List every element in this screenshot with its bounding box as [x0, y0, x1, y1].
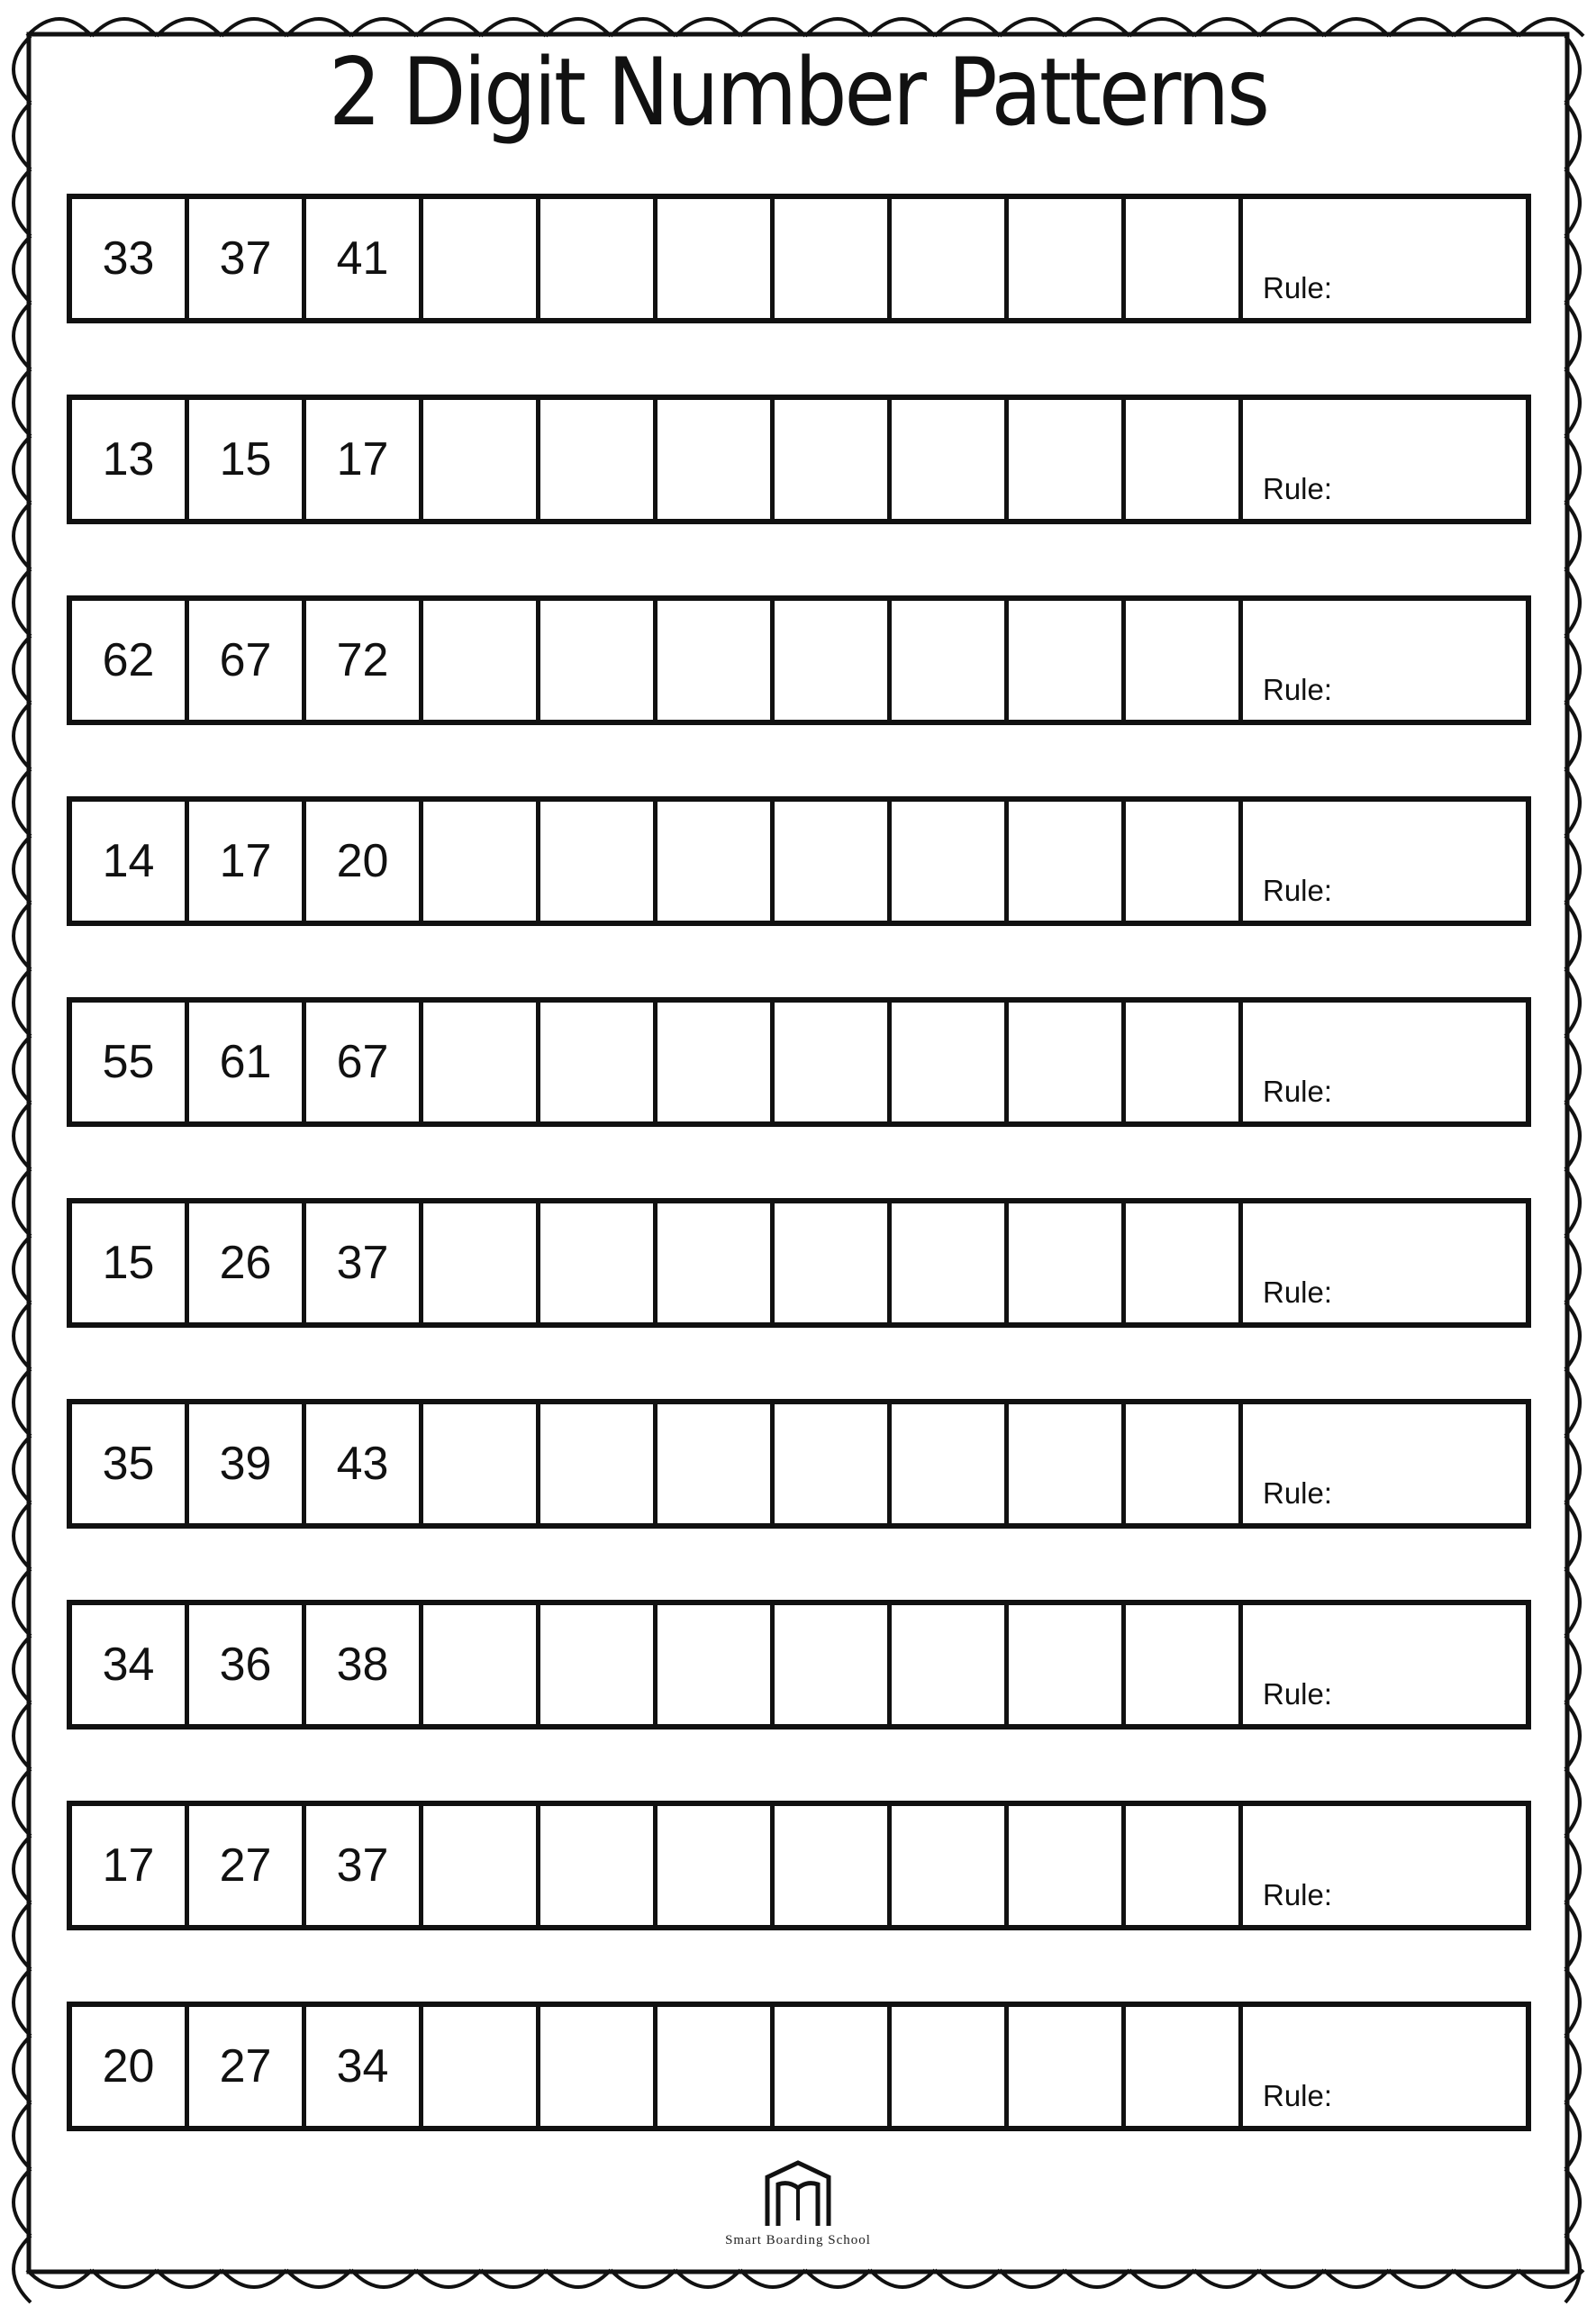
rule-label: Rule:	[1263, 673, 1333, 706]
given-number-cell: 33	[72, 199, 189, 318]
blank-answer-cell[interactable]	[657, 199, 775, 318]
rule-answer-cell[interactable]	[1243, 1203, 1526, 1322]
rule-answer-cell[interactable]	[1243, 2007, 1526, 2126]
given-number-cell: 67	[306, 1003, 423, 1121]
given-number-cell: 34	[72, 1605, 189, 1724]
blank-answer-cell[interactable]	[892, 1203, 1009, 1322]
pattern-row	[67, 2002, 1531, 2131]
pattern-row	[67, 395, 1531, 524]
blank-answer-cell[interactable]	[657, 1203, 775, 1322]
rule-answer-cell[interactable]	[1243, 199, 1526, 318]
book-house-icon	[760, 2157, 836, 2229]
footer	[0, 2157, 1596, 2248]
blank-answer-cell[interactable]	[892, 400, 1009, 519]
pattern-row	[67, 796, 1531, 926]
pattern-row	[67, 1399, 1531, 1529]
blank-answer-cell[interactable]	[892, 802, 1009, 921]
given-number-cell: 14	[72, 802, 189, 921]
pattern-row	[67, 1600, 1531, 1730]
blank-answer-cell[interactable]	[1009, 1203, 1126, 1322]
blank-answer-cell[interactable]	[1126, 199, 1243, 318]
given-number-cell: 13	[72, 400, 189, 519]
blank-answer-cell[interactable]	[892, 2007, 1009, 2126]
blank-answer-cell[interactable]	[775, 601, 892, 720]
rule-answer-cell[interactable]	[1243, 1806, 1526, 1925]
blank-answer-cell[interactable]	[423, 1806, 540, 1925]
pattern-row	[67, 595, 1531, 725]
pattern-row	[67, 194, 1531, 323]
rule-label: Rule:	[1263, 1476, 1333, 1510]
blank-answer-cell[interactable]	[657, 1003, 775, 1121]
given-number-cell: 72	[306, 601, 423, 720]
rule-label: Rule:	[1263, 271, 1333, 304]
blank-answer-cell[interactable]	[657, 601, 775, 720]
blank-answer-cell[interactable]	[1009, 2007, 1126, 2126]
given-number-cell: 37	[306, 1806, 423, 1925]
blank-answer-cell[interactable]	[423, 1404, 540, 1523]
blank-answer-cell[interactable]	[423, 2007, 540, 2126]
blank-answer-cell[interactable]	[775, 1605, 892, 1724]
given-number-cell: 26	[189, 1203, 306, 1322]
blank-answer-cell[interactable]	[423, 400, 540, 519]
given-number-cell: 55	[72, 1003, 189, 1121]
blank-answer-cell[interactable]	[775, 199, 892, 318]
given-number-cell: 20	[306, 802, 423, 921]
blank-answer-cell[interactable]	[540, 802, 657, 921]
given-number-cell: 27	[189, 1806, 306, 1925]
blank-answer-cell[interactable]	[1009, 802, 1126, 921]
blank-answer-cell[interactable]	[1126, 802, 1243, 921]
blank-answer-cell[interactable]	[892, 1806, 1009, 1925]
given-number-cell: 39	[189, 1404, 306, 1523]
pattern-row	[67, 1198, 1531, 1328]
blank-answer-cell[interactable]	[1009, 400, 1126, 519]
given-number-cell: 15	[72, 1203, 189, 1322]
blank-answer-cell[interactable]	[1126, 1003, 1243, 1121]
blank-answer-cell[interactable]	[1126, 601, 1243, 720]
rule-label: Rule:	[1263, 874, 1333, 907]
rule-label: Rule:	[1263, 1677, 1333, 1711]
rule-label: Rule:	[1263, 472, 1333, 505]
blank-answer-cell[interactable]	[1126, 1203, 1243, 1322]
blank-answer-cell[interactable]	[1126, 1605, 1243, 1724]
blank-answer-cell[interactable]	[423, 1605, 540, 1724]
blank-answer-cell[interactable]	[540, 1806, 657, 1925]
pattern-rows	[67, 194, 1531, 2202]
blank-answer-cell[interactable]	[540, 1404, 657, 1523]
given-number-cell: 37	[306, 1203, 423, 1322]
blank-answer-cell[interactable]	[775, 1404, 892, 1523]
blank-answer-cell[interactable]	[540, 400, 657, 519]
rule-answer-cell[interactable]	[1243, 1003, 1526, 1121]
rule-label: Rule:	[1263, 1276, 1333, 1309]
blank-answer-cell[interactable]	[775, 1203, 892, 1322]
blank-answer-cell[interactable]	[540, 1605, 657, 1724]
blank-answer-cell[interactable]	[775, 1003, 892, 1121]
given-number-cell: 41	[306, 199, 423, 318]
rule-answer-cell[interactable]	[1243, 601, 1526, 720]
blank-answer-cell[interactable]	[423, 1003, 540, 1121]
blank-answer-cell[interactable]	[775, 2007, 892, 2126]
blank-answer-cell[interactable]	[657, 1806, 775, 1925]
given-number-cell: 38	[306, 1605, 423, 1724]
given-number-cell: 37	[189, 199, 306, 318]
given-number-cell: 61	[189, 1003, 306, 1121]
rule-answer-cell[interactable]	[1243, 802, 1526, 921]
rule-label: Rule:	[1263, 2079, 1333, 2112]
blank-answer-cell[interactable]	[657, 1404, 775, 1523]
blank-answer-cell[interactable]	[423, 601, 540, 720]
blank-answer-cell[interactable]	[892, 1404, 1009, 1523]
given-number-cell: 15	[189, 400, 306, 519]
blank-answer-cell[interactable]	[540, 601, 657, 720]
rule-answer-cell[interactable]	[1243, 1605, 1526, 1724]
blank-answer-cell[interactable]	[540, 1203, 657, 1322]
blank-answer-cell[interactable]	[892, 1003, 1009, 1121]
blank-answer-cell[interactable]	[1009, 1003, 1126, 1121]
blank-answer-cell[interactable]	[423, 199, 540, 318]
blank-answer-cell[interactable]	[1009, 1605, 1126, 1724]
pattern-row	[67, 997, 1531, 1127]
given-number-cell: 17	[306, 400, 423, 519]
blank-answer-cell[interactable]	[423, 1203, 540, 1322]
blank-answer-cell[interactable]	[892, 199, 1009, 318]
blank-answer-cell[interactable]	[657, 802, 775, 921]
blank-answer-cell[interactable]	[1009, 199, 1126, 318]
blank-answer-cell[interactable]	[423, 802, 540, 921]
blank-answer-cell[interactable]	[1126, 1404, 1243, 1523]
rule-label: Rule:	[1263, 1075, 1333, 1108]
blank-answer-cell[interactable]	[892, 601, 1009, 720]
given-number-cell: 67	[189, 601, 306, 720]
blank-answer-cell[interactable]	[657, 2007, 775, 2126]
given-number-cell: 17	[72, 1806, 189, 1925]
blank-answer-cell[interactable]	[775, 802, 892, 921]
blank-answer-cell[interactable]	[1126, 1806, 1243, 1925]
blank-answer-cell[interactable]	[1009, 1404, 1126, 1523]
blank-answer-cell[interactable]	[540, 199, 657, 318]
blank-answer-cell[interactable]	[775, 1806, 892, 1925]
given-number-cell: 35	[72, 1404, 189, 1523]
given-number-cell: 36	[189, 1605, 306, 1724]
blank-answer-cell[interactable]	[1126, 400, 1243, 519]
blank-answer-cell[interactable]	[657, 1605, 775, 1724]
blank-answer-cell[interactable]	[775, 400, 892, 519]
rule-answer-cell[interactable]	[1243, 400, 1526, 519]
blank-answer-cell[interactable]	[540, 2007, 657, 2126]
blank-answer-cell[interactable]	[1009, 601, 1126, 720]
given-number-cell: 20	[72, 2007, 189, 2126]
blank-answer-cell[interactable]	[1009, 1806, 1126, 1925]
blank-answer-cell[interactable]	[540, 1003, 657, 1121]
given-number-cell: 27	[189, 2007, 306, 2126]
brand-name: Smart Boarding School	[725, 2233, 871, 2247]
blank-answer-cell[interactable]	[657, 400, 775, 519]
rule-label: Rule:	[1263, 1878, 1333, 1911]
given-number-cell: 62	[72, 601, 189, 720]
given-number-cell: 43	[306, 1404, 423, 1523]
rule-answer-cell[interactable]	[1243, 1404, 1526, 1523]
given-number-cell: 17	[189, 802, 306, 921]
pattern-row	[67, 1801, 1531, 1930]
given-number-cell: 34	[306, 2007, 423, 2126]
worksheet-title: 2 Digit Number Patterns	[328, 39, 1268, 147]
blank-answer-cell[interactable]	[892, 1605, 1009, 1724]
blank-answer-cell[interactable]	[1126, 2007, 1243, 2126]
